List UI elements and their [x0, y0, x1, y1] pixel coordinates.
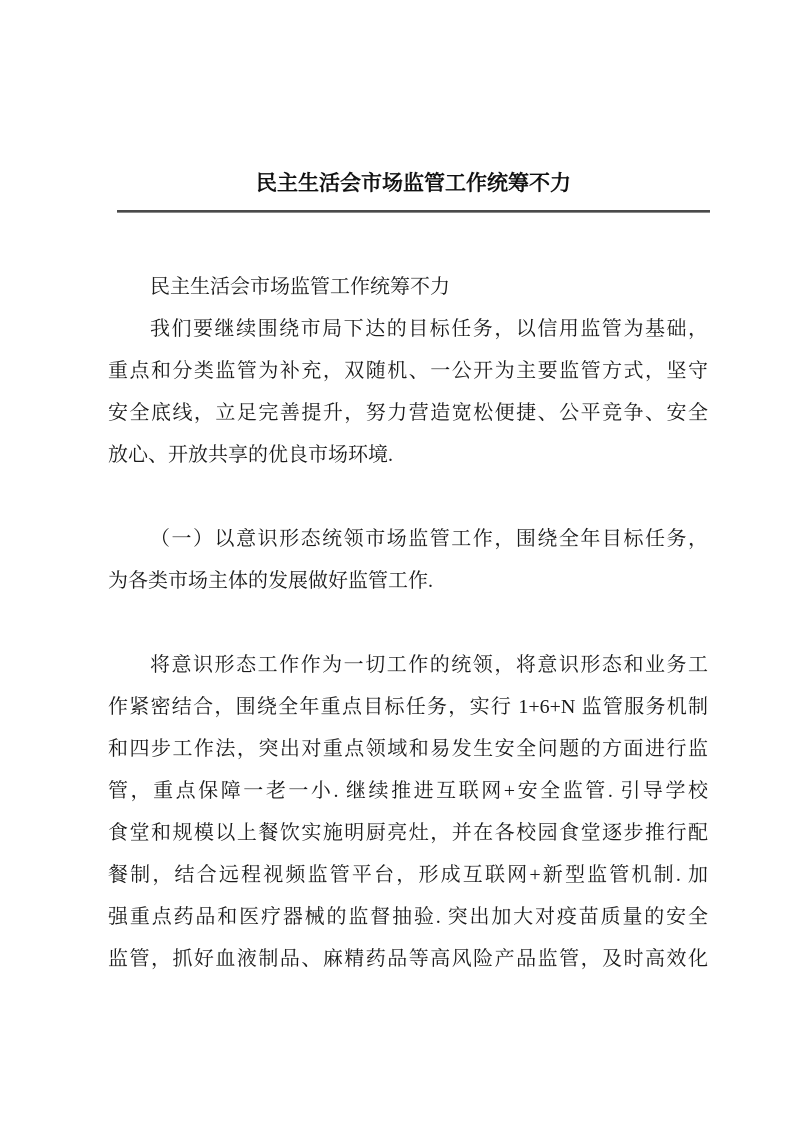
text-line: 监管，抓好血液制品、麻精药品等高风险产品监管，及时高效化: [108, 948, 708, 970]
text-line: 作紧密结合，围绕全年重点目标任务，实行 1+6+N 监管服务机制: [108, 696, 708, 718]
paragraph-spacer: [108, 602, 708, 644]
text-line: 和四步工作法，突出对重点领域和易发生安全问题的方面进行监: [108, 738, 708, 760]
text-line: 管，重点保障一老一小. 继续推进互联网+安全监管. 引导学校: [108, 780, 708, 802]
text-line: 重点和分类监管为补充，双随机、一公开为主要监管方式，坚守: [108, 360, 708, 382]
text-line: 将意识形态工作作为一切工作的统领，将意识形态和业务工: [150, 654, 708, 676]
text-line: （一）以意识形态统领市场监管工作，围绕全年目标任务，: [150, 528, 708, 550]
text-line: 食堂和规模以上餐饮实施明厨亮灶，并在各校园食堂逐步推行配: [108, 822, 708, 844]
text-line: 安全底线，立足完善提升，努力营造宽松便捷、公平竞争、安全: [108, 402, 708, 424]
text-line: 民主生活会市场监管工作统筹不力: [150, 276, 450, 298]
text-line: 我们要继续围绕市局下达的目标任务，以信用监管为基础，: [150, 318, 708, 340]
paragraph-spacer: [108, 476, 708, 518]
text-line: 餐制，结合远程视频监管平台，形成互联网+新型监管机制. 加: [108, 864, 708, 886]
text-line: 放心、开放共享的优良市场环境.: [108, 444, 393, 466]
title-divider: [117, 210, 710, 213]
text-line: 强重点药品和医疗器械的监督抽验. 突出加大对疫苗质量的安全: [108, 906, 708, 928]
document-body: [108, 266, 708, 980]
document-title: 民主生活会市场监管工作统筹不力: [256, 171, 571, 195]
text-line: 为各类市场主体的发展做好监管工作.: [108, 570, 433, 592]
